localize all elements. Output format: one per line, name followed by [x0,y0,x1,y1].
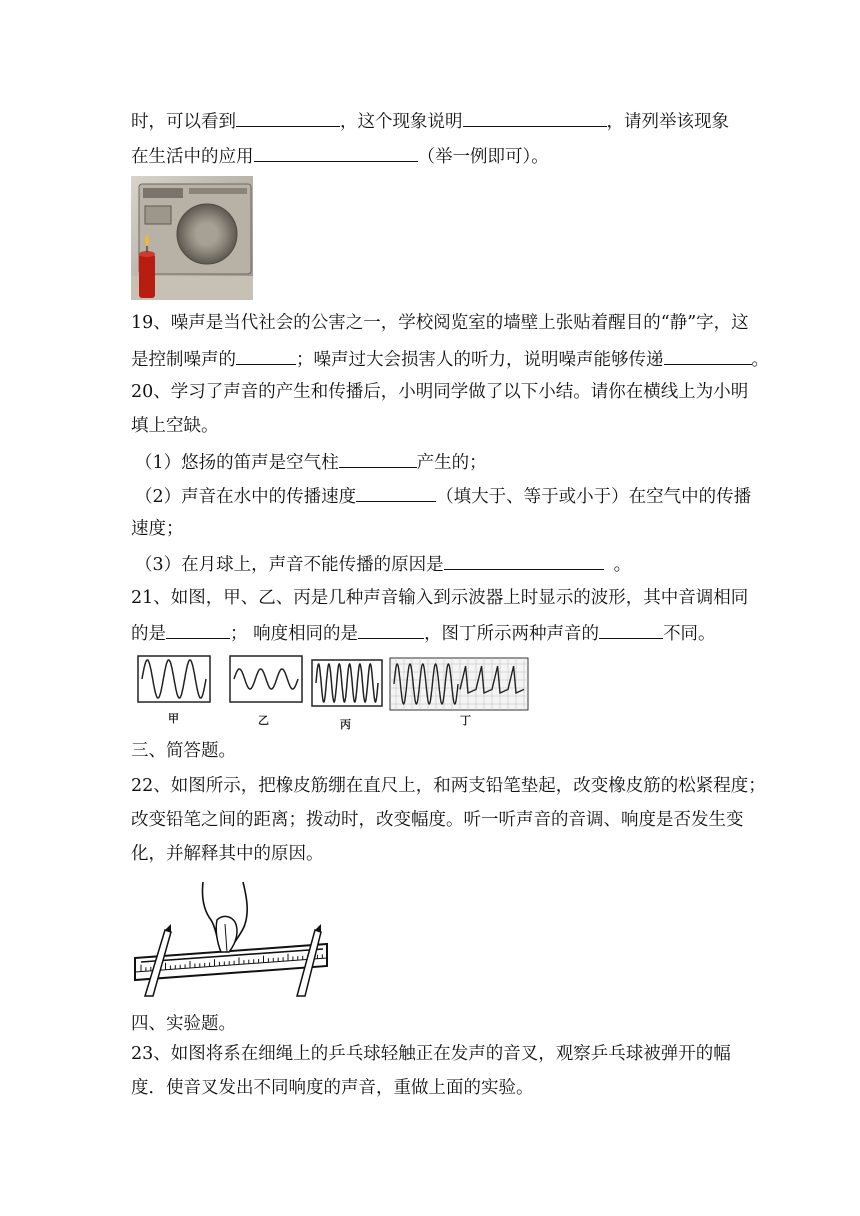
q22-line1: 22、如图所示，把橡皮筋绷在直尺上，和两支铅笔垫起，改变橡皮筋的松紧程度； [131,776,766,796]
radio-candle-photo [131,176,253,300]
q20-item1: （1）悠扬的笛声是空气柱 产生的； [135,449,487,475]
answer-blank[interactable] [599,620,663,639]
answer-blank[interactable] [356,483,436,502]
section-heading: 四、实验题。 [131,1014,236,1034]
answer-blank[interactable] [236,346,296,365]
waveform-label: 乙 [258,714,269,727]
answer-blank[interactable] [236,108,340,127]
q23-line2: 度．使音叉发出不同响度的声音，重做上面的实验。 [131,1078,534,1098]
waveform-label: 丁 [460,714,471,727]
ruler-rubber-band-figure [131,880,331,1000]
oscilloscope-waveforms [136,654,531,734]
answer-blank[interactable] [339,449,417,468]
q18-line1: 时，可以看到 ，这个现象说明 ，请列举该现象 [131,108,729,134]
q19-line1: 19、噪声是当代社会的公害之一，学校阅览室的墙壁上张贴着醒目的“静”字，这 [131,313,749,333]
answer-blank[interactable] [358,620,424,639]
section-heading: 三、简答题。 [131,741,236,761]
q22-line3: 化，并解释其中的原因。 [131,844,324,864]
answer-blank[interactable] [166,620,230,639]
answer-blank[interactable] [463,108,607,127]
q20-item2: （2）声音在水中的传播速度 （填大于、等于或小于）在空气中的传播 [135,483,751,509]
q20-item3: （3）在月球上，声音不能传播的原因是 。 [135,551,631,577]
answer-blank[interactable] [664,346,752,365]
waveform-label: 甲 [168,712,179,725]
q23-line1: 23、如图将系在细绳上的乒乓球轻触正在发声的音叉，观察乒乓球被弹开的幅 [131,1044,731,1064]
q21-line1: 21、如图，甲、乙、丙是几种声音输入到示波器上时显示的波形，其中音调相同 [131,588,749,608]
q18-line2: 在生活中的应用 （举一例即可）。 [131,143,549,169]
q20-item2-cont: 速度； [131,519,184,539]
waveform-label: 丙 [340,718,351,731]
answer-blank[interactable] [254,143,418,162]
answer-blank[interactable] [444,551,604,570]
q22-line2: 改变铅笔之间的距离；拨动时，改变幅度。听一听声音的音调、响度是否发生变 [131,810,744,830]
q19-line2: 是控制噪声的 ；噪声过大会损害人的听力，说明噪声能够传递 。 [131,346,769,372]
q20-line2: 填上空缺。 [131,416,219,436]
q21-line2: 的是 ； 响度相同的是 ，图丁所示两种声音的 不同。 [131,620,716,646]
q20-line1: 20、学习了声音的产生和传播后，小明同学做了以下小结。请你在横线上为小明 [131,382,749,402]
